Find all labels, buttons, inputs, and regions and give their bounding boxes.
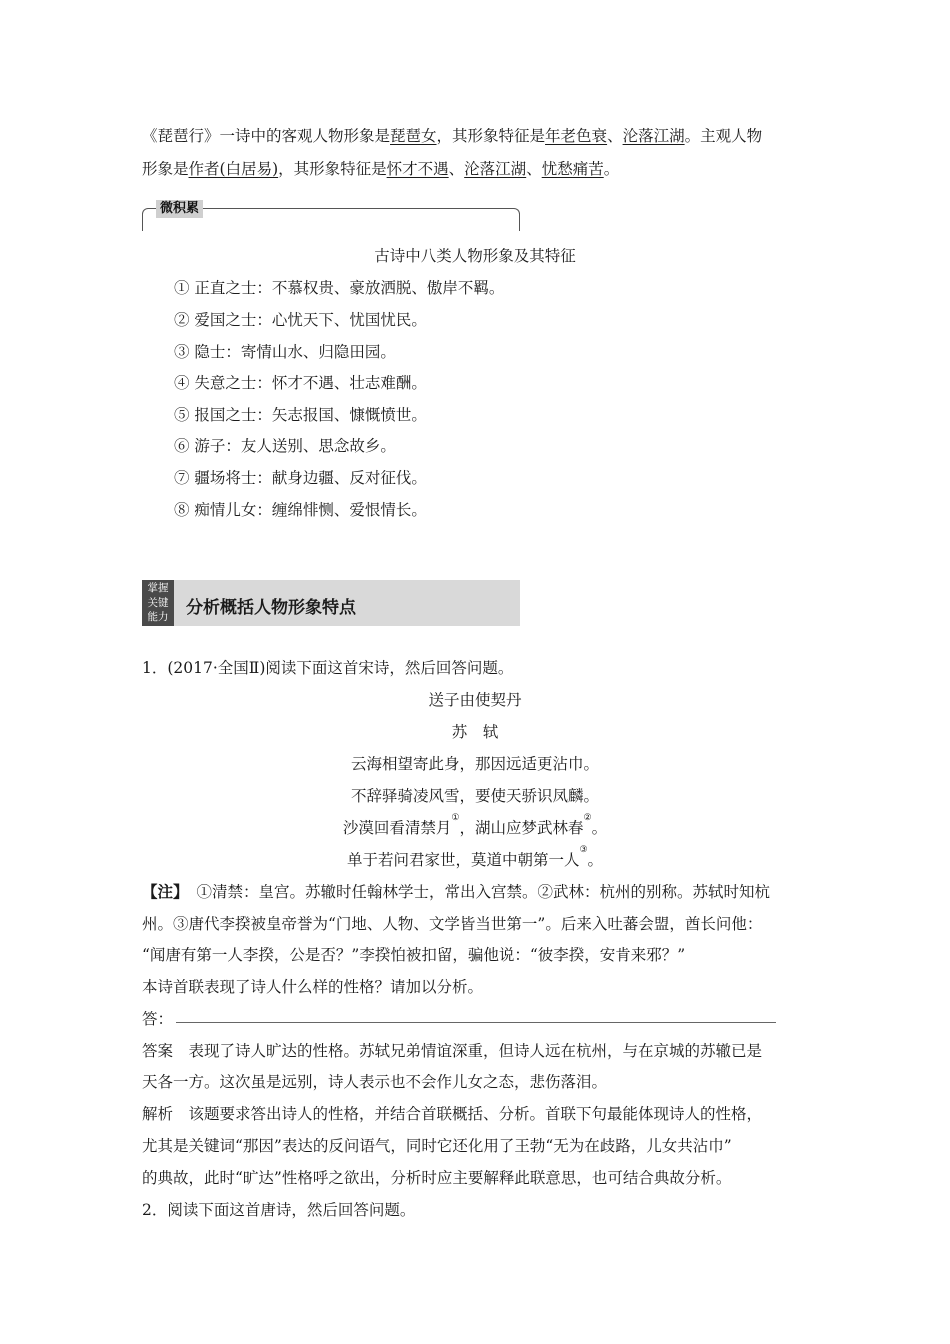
- intro-line-1: [142, 124, 762, 146]
- underlined-answer: 琵琶女: [390, 127, 437, 145]
- tip-item: ⑦ 疆场将士：献身边疆、反对征伐。: [174, 469, 427, 487]
- underlined-answer: 忧愁痛苦: [541, 160, 604, 178]
- tip-item: ② 爱国之士：心忧天下、忧国忧民。: [174, 311, 427, 329]
- poem-line-text: ，湖山应梦武林春: [459, 819, 584, 837]
- intro-text: 。: [603, 160, 620, 178]
- notes-label: 【注】: [142, 882, 189, 901]
- tip-item: ⑧ 痴情儿女：缠绵悱恻、爱恨情长。: [174, 501, 427, 519]
- underlined-answer: 怀才不遇: [386, 160, 449, 178]
- tip-box-tab: 微积累: [156, 200, 203, 218]
- notes-line: 州。③唐代李揆被皇帝誉为“门地、人物、文学皆当世第一”。后来入吐蕃会盟，酋长问他：: [142, 915, 763, 933]
- section-title: 分析概括人物形象特点: [186, 598, 356, 618]
- footnote-mark: ③: [579, 845, 588, 855]
- poem-line-text: 沙漠回看清禁月: [342, 819, 452, 837]
- answer-key-line: 天各一方。这次虽是远别，诗人表示也不会作儿女之态，悲伤落泪。: [142, 1073, 608, 1091]
- question-1-stem: 1．(2017·全国Ⅱ)阅读下面这首宋诗，然后回答问题。: [142, 659, 514, 677]
- intro-text: 、: [526, 160, 542, 178]
- intro-text: 《琵琶行》一诗中的客观人物形象是: [142, 127, 391, 145]
- underlined-answer: 年老色衰: [545, 127, 608, 145]
- footnote-mark: ②: [583, 813, 592, 823]
- analysis-line: 的典故，此时“旷达”性格呼之欲出，分析时应主要解释此联意思，也可结合典故分析。: [142, 1169, 732, 1187]
- section-badge-line: 关键: [147, 596, 169, 609]
- tip-item: ③ 隐士：寄情山水、归隐田园。: [174, 343, 396, 361]
- poem-line: [0, 813, 950, 838]
- intro-text: 形象是: [142, 160, 189, 178]
- intro-text: 。主观人物: [684, 127, 763, 145]
- intro-line-2: [142, 157, 619, 179]
- analysis-line: 解析 该题要求答出诗人的性格，并结合首联概括、分析。首联下句最能体现诗人的性格，: [142, 1105, 763, 1123]
- intro-text: ，其形象特征是: [278, 160, 387, 178]
- poem-line: 不辞驿骑凌风雪，要使天骄识凤麟。: [350, 787, 599, 805]
- analysis-line: 尤其是关键词“那因”表达的反问语气，同时它还化用了王勃“无为在歧路，儿女共沾巾”: [142, 1137, 732, 1155]
- poem-line-text: 单于若问君家世，莫道中朝第一人: [346, 851, 580, 869]
- poem-line: 云海相望寄此身，那因远适更沾巾。: [350, 755, 599, 773]
- intro-text: 、: [607, 127, 623, 145]
- notes-line: “闻唐有第一人李揆，公是否？”李揆怕被扣留，骗他说：“彼李揆，安肯来邪？”: [142, 946, 686, 964]
- intro-text: ，其形象特征是: [436, 127, 546, 145]
- poem-title: 送子由使契丹: [428, 691, 522, 709]
- poem-line-end: 。: [591, 819, 608, 837]
- poem-line: [0, 845, 950, 870]
- notes-text: ①清禁：皇宫。苏辙时任翰林学士，常出入宫禁。②武林：杭州的别称。苏轼时知杭: [196, 883, 771, 901]
- underlined-answer: 作者(白居易): [188, 160, 279, 178]
- footnote-mark: ①: [451, 813, 460, 823]
- tip-box-title: 古诗中八类人物形象及其特征: [374, 247, 576, 265]
- tip-item: ① 正直之士：不慕权贵、豪放洒脱、傲岸不羁。: [174, 279, 505, 297]
- section-badge: [142, 580, 174, 626]
- tip-item: ⑥ 游子：友人送别、思念故乡。: [174, 437, 396, 455]
- poem-line-end: 。: [587, 851, 604, 869]
- question-1-prompt: 本诗首联表现了诗人什么样的性格？请加以分析。: [142, 978, 484, 996]
- intro-text: 、: [448, 160, 465, 178]
- question-2-stem: 2．阅读下面这首唐诗，然后回答问题。: [142, 1201, 416, 1219]
- tip-item: ④ 失意之士：怀才不遇、壮志难酬。: [174, 374, 427, 392]
- answer-label: 答：: [142, 1010, 174, 1028]
- underlined-answer: 沦落江湖: [464, 160, 527, 178]
- section-badge-line: 掌握: [147, 582, 169, 595]
- underlined-answer: 沦落江湖: [622, 127, 685, 145]
- poem-author: 苏 轼: [451, 723, 499, 741]
- answer-key-line: 答案 表现了诗人旷达的性格。苏轼兄弟情谊深重，但诗人远在杭州，与在京城的苏辙已是: [142, 1042, 763, 1060]
- answer-blank-line[interactable]: [176, 1022, 776, 1023]
- tip-item: ⑤ 报国之士：矢志报国、慷慨愤世。: [174, 406, 427, 424]
- section-badge-line: 能力: [147, 611, 169, 624]
- notes-line: [142, 880, 770, 902]
